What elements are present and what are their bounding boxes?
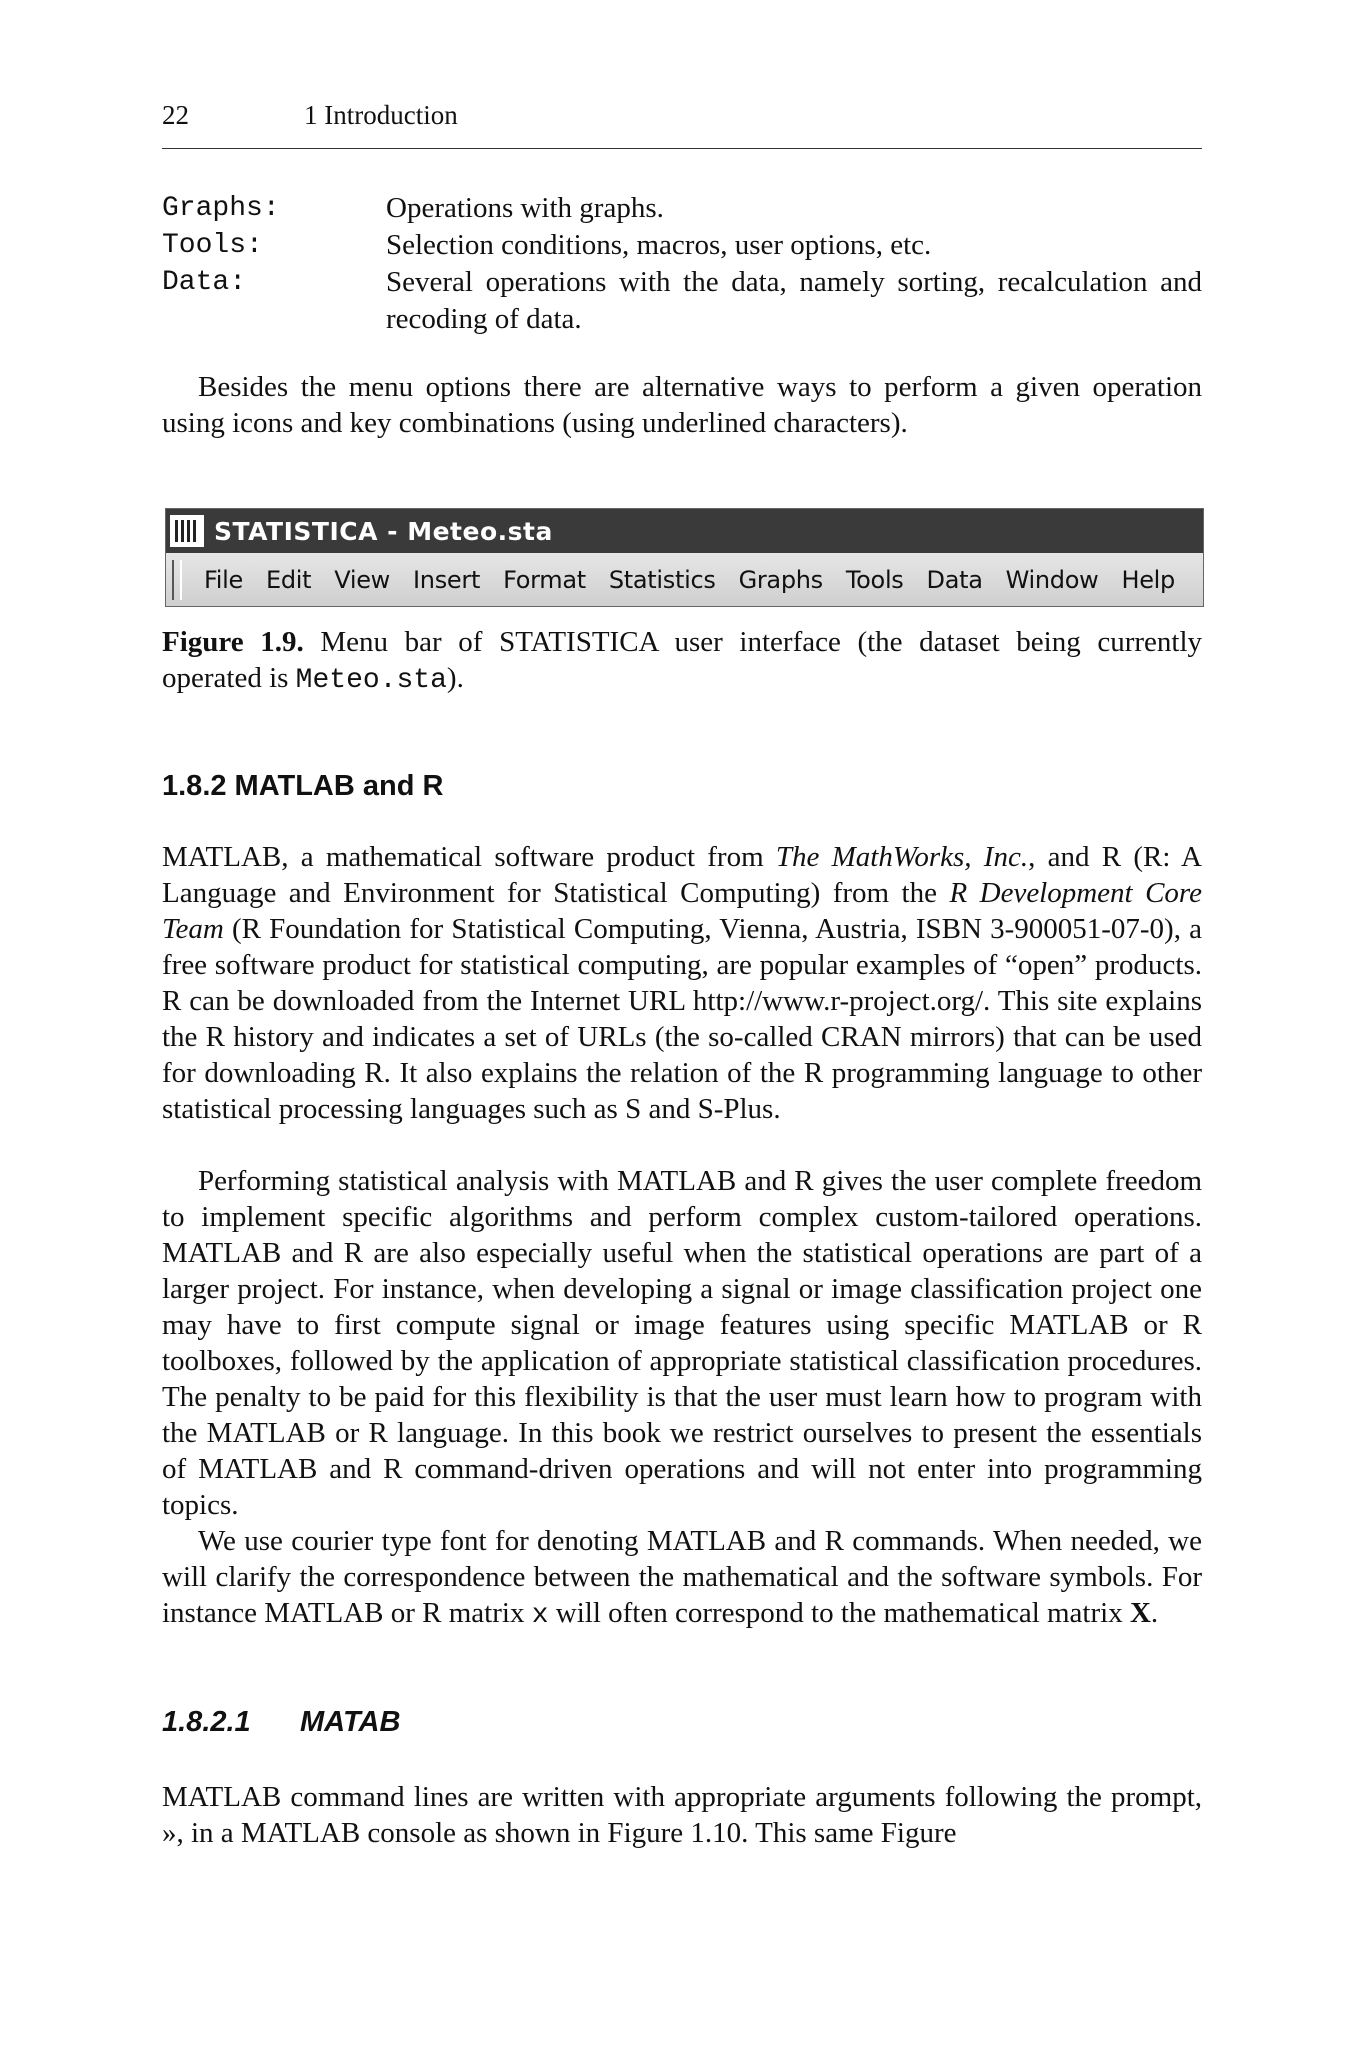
paragraph-italic: R Development Core Team [162, 877, 1202, 945]
paragraph-text: , and R (R: A Language and Environment for Statistical Computing) from the [162, 841, 1202, 909]
definition-term: Data: [162, 267, 247, 298]
paragraph-text: (R Foundation for Statistical Computing, Vienna, Austria, ISBN 3-900051-07-0), a free software product for statistical computing, are popular examples of “open” products. R can be downloaded from the Internet URL http://www.r-project.org/. This site explains the R history and indicates a set of URLs (the so-called CRAN mirrors) that can be used for downloading R. It also explains the relation of the R programming language to other statistical processing languages such as S and S-Plus. [162, 913, 1202, 1125]
toolbar-grip-handle[interactable] [172, 560, 182, 600]
chapter-title: 1 Introduction [304, 100, 458, 130]
statistica-menu-bar-figure [165, 508, 1204, 607]
menu-window[interactable]: Window [1005, 565, 1099, 594]
definition-row [162, 264, 1202, 338]
menu-file[interactable]: File [204, 565, 243, 594]
paragraph-menu-alternatives: Besides the menu options there are alternative ways to perform a given operation using icons and key combinations (using underlined characters). [162, 371, 1202, 439]
menu-bar [166, 553, 1203, 606]
menu-view[interactable]: View [334, 565, 391, 594]
definition-row [162, 190, 1202, 227]
paragraph-statistical-analysis: Performing statistical analysis with MATLAB and R gives the user complete freedom to implement specific algorithms and perform complex custom-tailored operations. MATLAB and R are also especially useful when the statistical operations are part of a larger project. For instance, when developing a signal or image classification project one may have to first compute signal or image features using specific MATLAB or R toolboxes, followed by the application of appropriate statistical classification procedures. The penalty to be paid for this flexibility is that the user must learn how to program with the MATLAB or R language. In this book we restrict ourselves to present the essentials of MATLAB and R command-driven operations and will not enter into programming topics. [162, 1165, 1202, 1521]
figure-caption-end: ). [446, 662, 464, 694]
menu-graphs[interactable]: Graphs [738, 565, 823, 594]
menu-data[interactable]: Data [926, 565, 983, 594]
figure-caption-code: Meteo.sta [295, 665, 447, 696]
paragraph-bold: X [1129, 1597, 1151, 1629]
paragraph-text: will often correspond to the mathematical matrix [548, 1597, 1130, 1629]
paragraph-code: x [531, 1600, 549, 1631]
figure-caption-text: Menu bar of STATISTICA user interface (the dataset being currently operated is [162, 626, 1203, 694]
paragraph-text: MATLAB, a mathematical software product from [162, 841, 776, 873]
definition-description: Several operations with the data, namely sorting, recalculation and recoding of data. [386, 266, 1202, 335]
menu-definition-list [162, 190, 1202, 338]
figure-caption-label: Figure 1.9. [162, 626, 304, 658]
definition-term: Tools: [162, 230, 263, 261]
definition-row [162, 227, 1202, 264]
page-number: 22 [162, 100, 189, 130]
paragraph-matlab-r-intro [162, 839, 1202, 1127]
definition-description: Selection conditions, macros, user options, etc. [386, 229, 932, 261]
window-titlebar [166, 509, 1203, 553]
subsection-heading [162, 1706, 400, 1739]
paragraph-italic: The MathWorks, Inc. [775, 841, 1029, 873]
menu-help[interactable]: Help [1121, 565, 1175, 594]
running-header [162, 100, 1202, 149]
paragraph-text: . [1150, 1597, 1159, 1629]
subsection-number: 1.8.2.1 [162, 1706, 251, 1738]
paragraph-courier-font [162, 1523, 1202, 1634]
paragraph-matlab-command-lines: MATLAB command lines are written with appropriate arguments following the prompt, », in a MATLAB console as shown in Figure 1.10. This same Figure [162, 1781, 1202, 1849]
definition-term: Graphs: [162, 193, 280, 224]
statistica-app-icon [170, 515, 204, 547]
paragraph-text: We use courier type font for denoting MATLAB and R commands. When needed, we will clarify the correspondence between the mathematical and the software symbols. For instance MATLAB or R matrix [162, 1525, 1202, 1629]
definition-description: Operations with graphs. [386, 192, 664, 224]
menu-edit[interactable]: Edit [265, 565, 312, 594]
menu-insert[interactable]: Insert [413, 565, 481, 594]
menu-statistics[interactable]: Statistics [608, 565, 716, 594]
window-title: STATISTICA - Meteo.sta [214, 516, 553, 546]
subsection-title: MATAB [300, 1706, 401, 1738]
menu-format[interactable]: Format [503, 565, 586, 594]
section-heading: 1.8.2 MATLAB and R [162, 770, 444, 802]
figure-caption [162, 624, 1202, 699]
menu-tools[interactable]: Tools [845, 565, 904, 594]
